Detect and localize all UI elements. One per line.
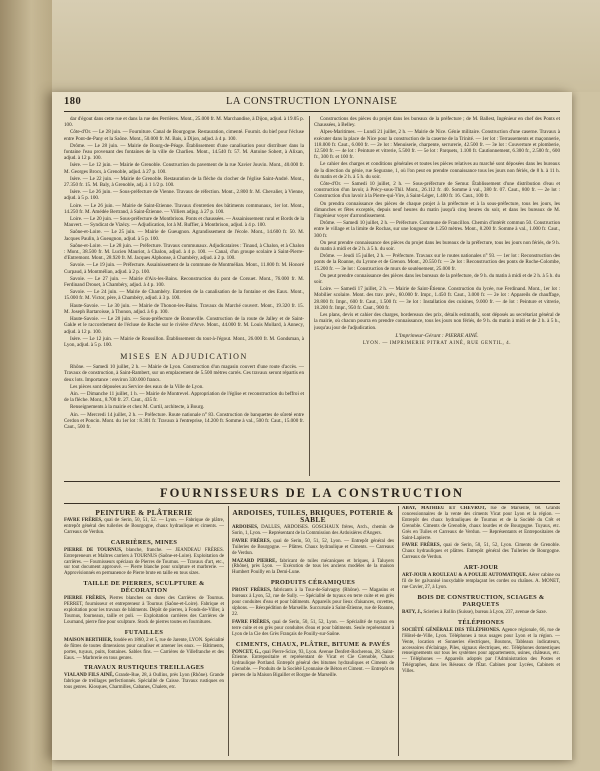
supplier-entry — [64, 596, 224, 626]
adjudication-paragraph: Ain. — Dimanche 11 juillet, 1 h. — Mairie de Montrevel. Appropriation de l'église et reconstruction du beffroi et de la flèche. Mont., 8.700 fr. 27. Caut., 435 fr. — [64, 390, 304, 404]
adjudication-paragraph: Rhône. — Samedi 10 juillet, 2 h. — Mairie de Lyon. Construction d'un magasin couvert d'une route d'accès. — Travaux de construction, à Saint-Rambert, sur un emplacement de 5.500 mètres carrés. Ces travaux seront répartis en deux lots. Importance : environ 330.000 francs. — [64, 364, 304, 383]
news-paragraph: Isère. — Le 12 juin. — Mairie de Roussillon. Établissement du tout-à-l'égout. Mont., 26.000 fr. M. Gondsman, à Lyon, adjud. à 5 p. 100. — [64, 335, 304, 348]
supplier-name: MAISON BERTHIER, — [64, 637, 113, 643]
supplier-entry — [402, 543, 560, 561]
supplier-description: Pierres blanches ou dures des Carrières de Tournus. PERRET, fournisseur et entrepreneur à Tournus (Saône-et-Loire). Fabrique et exploitation pour les travaux de bâtiments. Dépôt de pierres, à Fonds-de-Viller, à Tournus, fourneaux, taille et poli. — Exploitation carrières des Carrières de Lournand, pierre fine pour sculpture. Stock de pierres toutes en fournitures. — [64, 596, 224, 625]
news-paragraph: Drôme. — Le 28 juin. — Mairie de Bourg-de-Péage. Établissement d'une canalisation pour distribuer dans la fontaine l'eau provenant des fontaines de la ville de Charlieu. Mont., 14.540 fr. 57. M. Antoine Sobert, à Alixan, adjud. à 12 p. 100. — [64, 142, 304, 162]
suppliers-heading: FOURNISSEURS DE LA CONSTRUCTION — [159, 486, 465, 500]
supplier-description: Grande-Rue, 28, à Oullins, près Lyon (Rhône). Grande fabrique de treillages perfectionnés. Spécialité de Caisse. Travaux rustiques en tous genres. Kiosques, Charmilles, Cabanes, Chalets, etc. — [64, 673, 224, 691]
supplier-name: BATY, J., — [402, 609, 423, 615]
adjudication-paragraph: Renseignements à la mairie et chez M. Curtil, architecte, à Bourg. — [70, 404, 205, 411]
supplier-description: Aérer cabine ou fil de fer galvanisé inoxydable remplaçant les cordes ou chaînes. A. MONET, rue Cuvier, 27, à Lyon. — [402, 573, 560, 590]
supplier-entry — [402, 573, 560, 591]
right-column — [314, 116, 560, 466]
supplier-entry — [64, 518, 224, 536]
supplier-name: MAZARD PIERRE, — [232, 558, 277, 564]
news-paragraph: On prendra connaissance des pièces de chaque projet à la préfecture et à la sous-préfecture, tous les jours, les dimanches et fêtes exceptés, depuis neuf heures du matin jusqu'à cinq heures du soir, et dans les bureaux de M. l'ingénieur voyer d'arrondissement. — [314, 200, 560, 220]
supplier-entry — [232, 539, 394, 557]
suppliers-divider-1 — [228, 506, 229, 756]
adjudication-paragraph: Ain. — Mercredi 14 juillet, 2 h. — Préfecture. Route nationale n° 83. Construction de banquettes de sûreté entre Cerdon et Poncin. Mont. du 1er lot : 8.301 fr. Travaux à l'entreprise, 14.200 fr. Somme à val., 500 fr. Caut., 15.000 fr. Caut., 500 fr. — [64, 411, 304, 430]
news-paragraph: Drôme. — Jeudi 15 juillet, 2 h. — Préfecture. Travaux sur le routes nationales n° 93. — 1er lot : Reconstruction des ponts de la Roanne, du Lyrone et de Grenon. Mont., 20.550 fr. — 2e lot : Reconstruction des ponts de Roche-Colombe, 15.200 fr. — 3e lot : Construction de murs de soutènement, 25.000 fr. — [314, 253, 560, 272]
news-paragraph: Isère. — Le 22 juin. — Mairie de Grenoble. Restauration de la flèche du clocher de l'église Saint-André. Mont., 27.350 fr. 15. M. Baly, à Grenoble, adj. à 1 1/2 p. 100. — [64, 175, 304, 189]
supplier-name: FAVRE FRÈRES, — [402, 543, 441, 549]
news-paragraph: Isère. — Le 12 juin. — Mairie de Grenoble. Construction du pavement de la rue Xavier Jouvin. Mont., 40.000 fr. M. Georges Brocs, à Grenoble, adjud. à 27 p. 100. — [64, 162, 304, 175]
printer-signature: L'Imprimeur-Gérant : PIERRE AINÉ. — [395, 332, 479, 339]
supplier-name: PIERRE FRÈRES, — [64, 596, 107, 602]
supplier-category: PEINTURE & PLÂTRERIE — [95, 508, 193, 517]
news-paragraph: Saône-et-Loire. — Le 28 juin. — Préfecture. Travaux communaux. Adjudicataires : Tinaud, à Chalon, et à Chalon : Mont., 38.500 fr. M. Lucien Mauriot, à Chalon, adjud. à 4 p. 100. — Canal, d'un groupe scolaire à Saint-Pierre-d'Entremont. Mont., 28.920 fr. M. Jacques Alphonse, à Chambéry, adjud. à 2 p. 100. — [64, 242, 304, 262]
news-paragraph: dar d'égout dans cette rue et dans la rue des Perrières. Mont., 25.000 fr. M. Marchandise, à Dijon, adjud. à 19.05 p. 100. — [64, 116, 304, 129]
supplier-description: quai de Serin, 50, 51, 52, Lyon. — Spécialité de tuyaux en terre cuite et en grès pour conduites d'eau et pour bâtiments. Seule représentant à Lyon de la Cie des Grès Français de Pouilly-sur-Saône. — [232, 619, 394, 637]
supplier-name: PIERRE DE TOURNUS, — [64, 547, 123, 553]
book-binding — [0, 0, 52, 771]
supplier-category: ARDOISES, TUILES, BRIQUES, POTERIE & SABLE — [232, 508, 394, 524]
supplier-entry — [402, 506, 560, 541]
suppliers-column-2 — [232, 506, 394, 756]
news-paragraph: Isère. — Le 26 juin. — Sous-préfecture de Vienne. Travaux de réfection. Mont., 2.800 fr. M. Chevalier, à Vienne, adjud. à 5 p. 100. — [64, 189, 304, 202]
journal-title: LA CONSTRUCTION LYONNAISE — [225, 96, 398, 107]
supplier-category: TRAVAUX RUSTIQUES TREILLAGES — [83, 664, 205, 672]
supplier-description: quai de Serin, 50, 51, 52. — Lyon. — Fabrique de plâtre, entrepôt général des tuileries de Bourgogne, chaux hydraulique et ciments. — Carreaux de Verdun. — [64, 518, 224, 535]
supplier-category: TÉLÉPHONES — [457, 618, 505, 626]
supplier-entry — [232, 588, 394, 618]
page-number: 180 — [64, 96, 82, 107]
news-paragraph: On peut prendre connaissance des pièces du projet dans les bureaux de la préfecture, tous les jours non fériés, de 9 h. du matin à midi et de 2 h. à 5 h. du soir. — [314, 239, 560, 253]
supplier-category: PRODUITS CÉRAMIQUES — [270, 579, 356, 587]
supplier-category: BOIS DE CONSTRUCTION, SCIAGES & PARQUETS — [417, 593, 545, 608]
news-paragraph: Loire. — Samedi 17 juillet, 2 h. — Mairie de Saint-Étienne. Construction du lycée, rue Ferdinand. Mont., 1er lot : Mobilier scolaire. Mont. des trav. prév., 60.000 fr. Impr., 1.450 fr. Caut., 3.000 fr. — 2e lot : Appareils de chauffage, 28.800 fr. Impr., 600 fr. Caut., 1.500 fr. — 3e lot : Installation des cuisines, 9.000 fr. — 4e lot : Peinture et vitrerie, 18.200 fr. Impr., 950 fr. Caut., 900 fr. — [314, 286, 560, 311]
news-paragraph: On peut prendre connaissance des pièces dans les bureaux de la préfecture, de 9 h. du matin à midi et de 2 h. à 5 h. du soir. — [314, 272, 560, 286]
news-paragraph: Côte-d'Or. — Samedi 10 juillet, 2 h. — Sous-préfecture de Semur. Établissement d'une distribution d'eau et construction d'un lavoir, à Précy-sous-Thil. Mont., 26.112 fr. 40. Somme à val., 380 fr. 07. Caut., 800 fr. — 2e lot : Construction d'un lavoir à la Pierre-qui-Vire, à Saint-Léger, 1.400 fr. 16. Caut., 100 fr. — [314, 181, 560, 200]
supplier-name: PONCET, G., — [232, 649, 261, 655]
page-background-top — [52, 0, 600, 92]
supplier-description: quai de Serin, 50, 51, 52, Lyon. Ciments de Grenoble. Chaux hydrauliques et plâtres. Entrepôt général des Tuileries de Bourgogne. Carreaux de Verdun. — [402, 543, 560, 561]
supplier-description: quai Pierre-Scize, 93, Lyon. Avenue Denfert-Rochereau, 28, Saint-Étienne. Entrepositaire et représentant de Vicat et Cie Grenoble, Chaux hydraulique Portland. Entrepôt général des bitumes hydrauliques et Ciments de Grenoble. — Produits de la Société Lyonnaise de Béton et Ciment. — Entrepôt en pierres de la Maison Bigailler et Borgne de Marseille. — [232, 649, 394, 679]
left-column — [64, 116, 304, 476]
supplier-category: ART-JOUR — [463, 564, 499, 572]
news-paragraph: Drôme. — Samedi 10 juillet, 2 h. — Préfecture. Commune de Francillon. Chemin d'intérêt commun 50. Construction entre le village et la limite de Rochas, sur une longueur de 1.250 mètres. Mont., 8.200 fr. Somme à val., 1.000 fr. Caut., 300 fr. — [314, 220, 560, 239]
suppliers-column-1 — [64, 506, 224, 756]
supplier-entry — [232, 650, 394, 680]
supplier-entry — [402, 610, 560, 616]
suppliers-divider-2 — [398, 506, 399, 756]
supplier-category: TAILLE DE PIERRES, SCULPTURE & DÉCORATION — [83, 580, 205, 595]
supplier-entry — [64, 548, 224, 578]
journal-page — [52, 92, 572, 760]
section-heading-adjudication: MISES EN ADJUDICATION — [120, 352, 248, 362]
supplier-description: fabricants à la Tour-de-Salvagny (Rhône). — Magasins et bureaux à Lyon, 52, rue de Sully. — Spécialité de tuyaux en terre cuite et en grès pour conduites d'eau et pour bâtiments. Appareils pour lieux d'aisances, cuvettes, siphons. — Réexpédition de Marseille. Succursale à Saint-Étienne, rue de Roanne, 22. — [232, 588, 394, 617]
column-divider — [309, 116, 310, 476]
supplier-description: fabricant de tuiles mécaniques et briques, à Taluyers (Rhône), près Lyon. — Exécution de tous les anciens modèles de la maison Humbert Pouilly en la Demi-Lune. — [232, 558, 394, 576]
supplier-description: fondée en 1860, 2 et 5, rue de Jarente, LYON. Spécialité de fûtres de toutes dimensions pour canaliser et amener les eaux. — Bâtiments, portes, tuyaux, puits, fontaines. Sables fins. — Carrières de Villefranche et des Eaux. — Marbrerie en tous genres. — [64, 637, 224, 661]
header-rule — [64, 111, 560, 112]
supplier-category: FUTAILLES — [124, 628, 164, 636]
supplier-name: FAVRE FRÈRES, — [232, 619, 271, 625]
supplier-name: FAVRE FRÈRES, — [232, 538, 271, 544]
news-paragraph: Constructions des pièces du projet dans les bureaux de la préfecture ; de M. Ballest, Ingénieur en chef des Ponts et Chaussées, à Belley. — [314, 116, 560, 129]
news-paragraph: Loire. — Le 20 juin. — Sous-préfecture de Montbrison. Ponts et chaussées. — Assainissement rural et Bords de la Mauvert. — Syndicat de Vizézy. — Adjudication, lot à M. Ruffier, à Montbrison, adjud. à 4 p. 100. — [64, 216, 304, 229]
supplier-description: quai de Serin, 50, 51, 52, Lyon. — Entrepôt général des Tuileries de Bourgogne. — Plâtres. Chaux hydraulique et Ciments. — Carreaux de Verdun. — [232, 538, 394, 556]
news-paragraph: Saône-et-Loire. — Le 25 juin. — Mairie de Gueugnon. Agrandissement de l'école. Mont., 14.600 fr. 50. M. Jacques Paulin, à Gueugnon, adjud. à 5 p. 100. — [64, 229, 304, 242]
supplier-entry — [232, 620, 394, 638]
supplier-category: CARRIÈRES, MINES — [110, 538, 178, 546]
suppliers-rule — [64, 503, 560, 504]
supplier-description: Scieries à Rollin (Suisse), bureau à Lyon, 237, avenue de Saxe. — [423, 609, 547, 615]
news-paragraph: Le cahier des charges et conditions générales et toutes les pièces relatives au marché sont déposées dans les bureaux de la direction du génie, rue Segurane, 1, où l'on peut en prendre connaissance tous les jours non fériés, de 8 h. à 11 h. du matin et de 2 h. à 5 h. du soir. — [314, 161, 560, 180]
news-paragraph: Alpes-Maritimes. — Lundi 21 juillet, 2 h. — Mairie de Nice. Génie militaire. Construction d'une caserne. Travaux à exécuter dans la place de Nice pour la construction de la caserne de la Trinité. — 1er lot : Terrassements et maçonnerie, 118.000 fr. Caut., 6.000 fr. — 2e lot : Menuiserie, charpente, serrurerie, 42.500 fr. — 3e lot : Couverture et plomberie, 12.500 fr. — 4e lot : Peinture et vitrerie, 5.500 fr. — 5e lot : Parquets, 1.100 fr. Cautionnement, 6.300 fr., 2.500 fr., 600 fr., 300 fr. et 100 fr. — [314, 129, 560, 161]
supplier-entry — [402, 628, 560, 675]
news-paragraph: Savoie. — Le 24 juin. — Mairie de Chambéry. Entretien de la canalisation de la fontaine et des Eaux. Mont., 15.000 fr. M. Victor, père, à Chambéry, adjud. à 3 p. 100. — [64, 289, 304, 302]
supplier-name: PROST FRÈRES, — [232, 588, 272, 594]
news-paragraph: Savoie. — Le 27 juin. — Mairie d'Aix-les-Bains. Reconstruction du pont de Corsuet. Mont., 76.000 fr. M. Ferdinand Drouet, à Chambéry, adjud. à 4 p. 100. — [64, 275, 304, 289]
supplier-description: rue de Marseille, 68. Grands concessionnaires de la vente des ciments Vicat pour Lyon et la région. — Entrepôt des chaux hydrauliques de Tournus et de la Société du Crêt et Grenoble. Ciments de Grenoble, chaux lourdes et de Bourgogne. Tuyaux, etc. Grès en Tuiles et Carreaux de Verdun. — Représentants et Entrepositaires de Saint-Lapierre. — [402, 506, 560, 541]
supplier-name: ART-JOUR A ROULEAU & A POULIE AUTOMATIQUE. — [402, 573, 528, 579]
adjudication-paragraph: Les pièces sont déposées au Service des eaux de la Ville de Lyon. — [70, 383, 204, 390]
supplier-entry — [64, 638, 224, 662]
supplier-entry — [64, 673, 224, 691]
news-paragraph: Savoie. — Le 19 juin. — Préfecture. Assainissement de la commune de Montmélian. Mont., 11.800 fr. M. Honoré Curpaud, à Montmélian, adjud. à 2 p. 100. — [64, 262, 304, 275]
supplier-category: CIMENTS, CHAUX, PLÂTRE, BITUME & PAVÉS — [235, 640, 391, 648]
section-rule — [64, 481, 560, 482]
running-header — [64, 96, 560, 110]
news-paragraph: Haute-Savoie. — Le 30 juin. — Mairie de Thonon-les-Bains. Travaux du Marché couvert. Mont., 19.320 fr. 15. M. Joseph Bartaroisse, à Thonon, adjud. à 6 p. 100. — [64, 302, 304, 315]
supplier-entry — [232, 525, 394, 537]
supplier-name: VIALAND FILS AINÉ, — [64, 673, 114, 679]
supplier-name: FAVRE FRÈRES, — [64, 518, 103, 523]
suppliers-column-3 — [402, 506, 560, 756]
news-paragraph: Loire. — Le 26 juin. — Mairie de Saint-Etienne. Travaux d'entretien des bâtiments communaux, 1er lot. Mont., 14.250 fr. M. Amédée Bertrand, à Saint-Étienne. — Villiers adjug. à 27 p. 100. — [64, 202, 304, 215]
supplier-description: DALLES, ARDOISES. GOSCHAUX frères, Arch., chemin de Sorin, 1, Lyon. — Représentant de la Commission des Ardoisières d'Angers. — [232, 525, 394, 536]
supplier-description: Agence régionale, 66, rue de l'Hôtel-de-Ville, Lyon. Téléphones à tous usages pour Lyon et la région. — Vente, location et Sonneries électriques, Boutons, Tableaux indicateurs, accessoires d'éclairage, Piles, signaux électriques, etc. Téléphones domestiques renseignements sur tous les systèmes pour appartements, usines, châteaux, etc. — Téléphones — Appareils adoptés par l'Administration des Postes et Télégraphes, dans les Réseaux de l'État. Cabines pour Lycées, Cabinets et Villes. — [402, 627, 560, 675]
supplier-name: ABAY, MATHIEU ET CHEVROT, — [402, 506, 486, 511]
news-paragraph: Haute-Savoie. — Le 28 juin. — Sous-préfecture de Bonneville. Construction de la route de Jalley et de Saint-Gakle et le raccordement de l'écluse de Roche sur le rivière d'Arve. Mont., 44.000 fr. M. Louis Mollard, à Annecy, adjud. à 12 p. 100. — [64, 316, 304, 335]
printer-imprint: LYON. — IMPRIMERIE PITRAT AINÉ, RUE GENTIL, 4. — [362, 340, 512, 346]
supplier-entry — [232, 559, 394, 577]
news-paragraph: Côte-d'Or. — Le 28 juin. — Fourniture. Canal de Bourgogne. Restauration, cimenté. Fournit. du bief pour l'écluse entre Pont-de-Pany et la Saône. Mont., 50.000 fr. M. Bais, à Dijon, adjud. à 4 p. 100. — [64, 129, 304, 142]
supplier-name: SOCIÉTÉ GÉNÉRALE DES TÉLÉPHONES. — [402, 627, 501, 633]
supplier-description: blanche, franche. — JEANDEAU FRÈRES. Entrepreneurs et Maîtres carriers à TOURNUS (Saône-et-Loire). Exploitation de carrières. — Fournisseurs spéciaux de Pierres de Tournus. — Travaux d'art, etc., sur tout document approuvé. — Pierre blanche pour sculpture et marbrerie. — Approvisionnés en permanence de Pierre brute en taille en tous sizes. — [64, 547, 224, 577]
supplier-name: ARDOISES, — [232, 525, 259, 530]
news-paragraph: Les plans, devis et cahier des charges, bordereaux des prix, détails estimatifs, sont déposés au secrétariat général de la mairie, où chacun pourra en prendre connaissance, tous les jours non fériés, de 9 h. du matin à midi et de 2 h. à 5 h., jusqu'au jour de l'adjudication. — [314, 312, 560, 331]
